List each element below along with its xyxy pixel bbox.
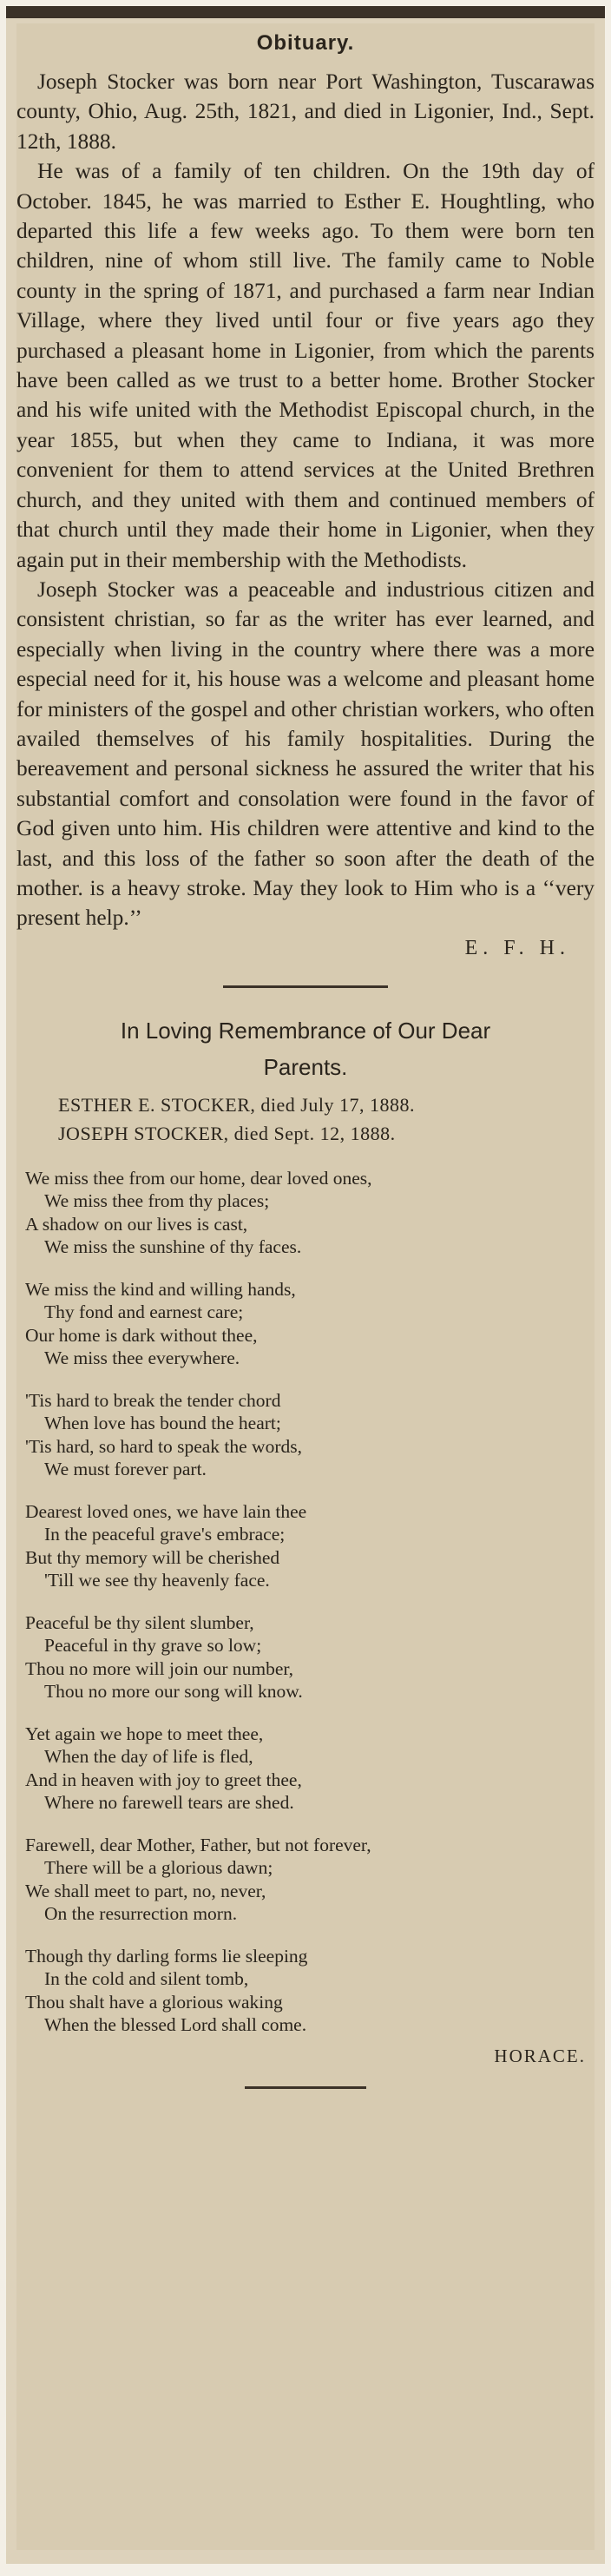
poem-line: In the peaceful grave's embrace; [44,1524,286,1545]
poem-line: In the cold and silent tomb, [44,1968,249,1990]
poem-line: We miss the kind and willing hands, [25,1278,296,1300]
poem-line: But thy memory will be cherished [25,1546,280,1568]
top-rule [6,6,605,18]
poem-body [16,1167,595,2037]
date-line-esther: ESTHER E. STOCKER, died July 17, 1888. [58,1093,415,1116]
poem-line: When the day of life is fled, [44,1746,253,1768]
obituary-paragraph-1: Joseph Stocker was born near Port Washington, Tuscarawas county, Ohio, Aug. 25th, 1821, and died in Ligonier, Ind., Sept. 12th, 1888. [16,69,595,154]
end-rule [245,2086,366,2089]
death-dates [16,1090,595,1148]
poem-line: On the resurrection morn. [44,1903,238,1925]
stanza [25,1278,595,1370]
poem-line: We must forever part. [44,1459,207,1480]
poem-line: When love has bound the heart; [44,1413,281,1434]
poem-line: When the blessed Lord shall come. [44,2014,307,2036]
poem-line: There will be a glorious dawn; [44,1857,273,1879]
obituary-paragraph-2: He was of a family of ten children. On the 19th day of October. 1845, he was married to Esther E. Houghtling, who departed this life a few weeks ago. To them were born ten children, nine of whom still live. The family came to Noble county in the spring of 1871, and purchased a farm near Indian Village, where they lived until four or five years ago they purchased a pleasant home in Ligonier, from which the parents have been called as we trust to a better home. Brother Stocker and his wife united with the Methodist Episcopal church, in the year 1855, but when they came to Indiana, it was more convenient for them to attend services at the United Brethren church, and they united with them and continued members of that church until they made their home in Ligonier, when they again put in their membership with the Methodists. [16,159,595,572]
stanza [25,1389,595,1481]
poem-line: Yet again we hope to meet thee, [25,1723,264,1744]
poem-line: Though thy darling forms lie sleeping [25,1945,308,1967]
stanza [25,1834,595,1926]
stanza [25,1945,595,2037]
text-column [16,29,595,2089]
date-line-joseph: JOSEPH STOCKER, died Sept. 12, 1888. [58,1122,396,1144]
poem-line: We miss the sunshine of thy faces. [44,1236,302,1258]
poem-line: Peaceful in thy grave so low; [44,1635,262,1657]
poem-line: Farewell, dear Mother, Father, but not forever, [25,1834,371,1855]
poem-line: We miss thee everywhere. [44,1347,240,1369]
poem-line: 'Tis hard to break the tender chord [25,1389,281,1411]
poem-line: Thou shalt have a glorious waking [25,1991,283,2013]
poem-line: We shall meet to part, no, never, [25,1880,266,1901]
stanza [25,1500,595,1592]
obituary-paragraph-3: Joseph Stocker was a peaceable and industrious citizen and consistent christian, so far as the writer has ever learned, and especially when living in the country where there was a more especial need for it, his house was a welcome and pleasant home for ministers of the gospel and other christian workers, who often availed themselves of his family hospitalities. During the bereavement and personal sickness he assured the writer that his substantial comfort and consolation were found in the favor of God given unto him. His children were attentive and kind to the last, and this loss of the father so soon after the death of the mother. is a heavy stroke. May they look to Him who is a ‘‘very present help.’’ [16,576,595,931]
stanza [25,1723,595,1815]
poem-line: Our home is dark without thee, [25,1324,258,1346]
poem-title-line-2: Parents. [263,1053,348,1080]
poem-author: HORACE. [494,2045,586,2066]
poem-line: Thou no more will join our number, [25,1657,294,1679]
poem-title [16,1012,595,1085]
poem-line: Dearest loved ones, we have lain thee [25,1500,307,1522]
poem-line: Peaceful be thy silent slumber, [25,1611,254,1633]
poem-line: Thy fond and earnest care; [44,1301,244,1323]
poem-line: We miss thee from thy places; [44,1190,270,1212]
poem-title-line-1: In Loving Remembrance of Our Dear [120,1017,491,1044]
obituary-signature: E. F. H. [464,936,570,959]
obituary-title: Obituary. [256,31,355,55]
section-divider [223,985,388,988]
stanza [25,1611,595,1703]
newspaper-clipping [6,6,605,2564]
poem-line: And in heaven with joy to greet thee, [25,1769,302,1790]
poem-line: 'Till we see thy heavenly face. [44,1570,270,1591]
stanza [25,1167,595,1259]
poem-line: Where no farewell tears are shed. [44,1792,294,1814]
poem-line: We miss thee from our home, dear loved ones, [25,1167,372,1189]
poem-line: Thou no more our song will know. [44,1681,303,1703]
poem-line: A shadow on our lives is cast, [25,1213,248,1235]
poem-line: 'Tis hard, so hard to speak the words, [25,1435,302,1457]
